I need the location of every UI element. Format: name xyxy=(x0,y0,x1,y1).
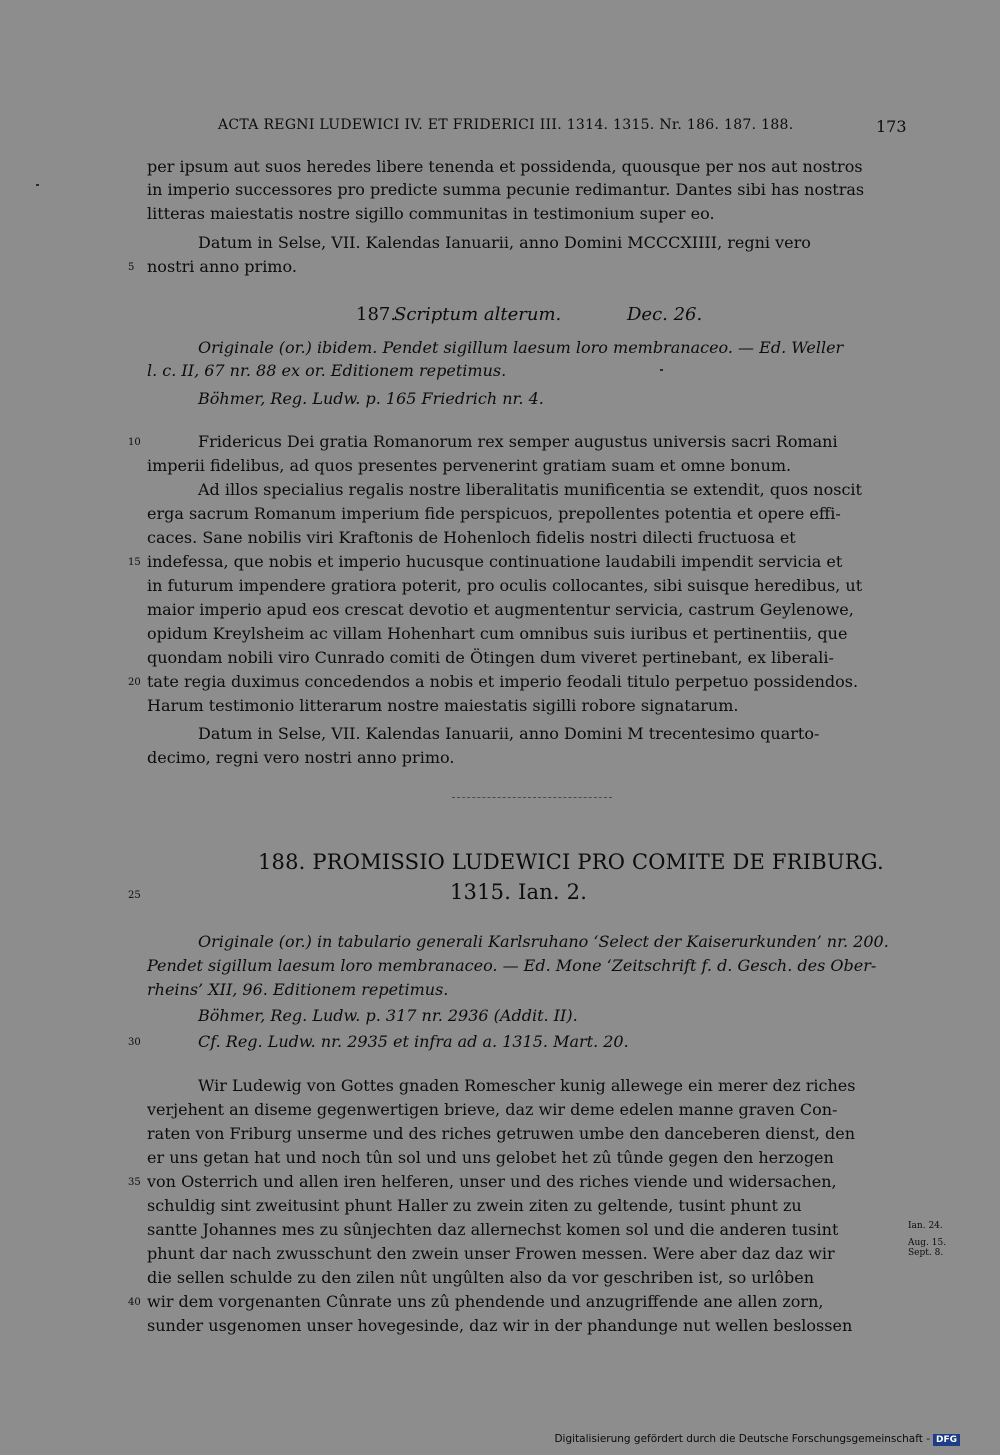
text-line: per ipsum aut suos heredes libere tenenda et possidenda, quousque per nos aut nostros xyxy=(147,157,863,176)
line-number: 35 xyxy=(128,1177,141,1188)
doc188-title: 188. PROMISSIO LUDEWICI PRO COMITE DE FRIBURG. xyxy=(258,850,884,874)
text-line: Datum in Selse, VII. Kalendas Ianuarii, anno Domini M trecentesimo quarto- xyxy=(198,724,820,743)
line-number: 40 xyxy=(128,1297,141,1308)
text-line: nostri anno primo. xyxy=(147,257,297,276)
text-line: Datum in Selse, VII. Kalendas Ianuarii, anno Domini MCCCXIIII, regni vero xyxy=(198,233,811,252)
scan-speck xyxy=(36,184,39,186)
text-line: litteras maiestatis nostre sigillo communitas in testimonium super eo. xyxy=(147,204,715,223)
text-line: santte Johannes mes zu sûnjechten daz allernechst komen sol und die anderen tusint xyxy=(147,1220,839,1239)
source-line: Böhmer, Reg. Ludw. p. 317 nr. 2936 (Addit. II). xyxy=(198,1006,578,1025)
text-line: maior imperio apud eos crescat devotio et augmententur servicia, castrum Geylenowe, xyxy=(147,600,854,619)
source-line: Originale (or.) in tabulario generali Karlsruhano ‘Select der Kaiserurkunden’ nr. 200. xyxy=(198,932,889,951)
digitization-footer xyxy=(554,1433,960,1446)
text-line: von Osterrich und allen iren helferen, unser und des riches viende und widersachen, xyxy=(147,1172,837,1191)
source-line: Originale (or.) ibidem. Pendet sigillum laesum loro membranaceo. — Ed. Weller xyxy=(198,338,844,357)
running-title: ACTA REGNI LUDEWICI IV. ET FRIDERICI III. 1314. 1315. Nr. 186. 187. 188. xyxy=(218,117,794,133)
dfg-logo: DFG xyxy=(933,1434,960,1446)
text-line: erga sacrum Romanum imperium fide perspicuos, prepollentes potentia et opere effi- xyxy=(147,504,841,523)
margin-note-date: Aug. 15. xyxy=(908,1238,947,1248)
text-line: wir dem vorgenanten Cûnrate uns zû phendende und anzugriffende ane allen zorn, xyxy=(147,1292,824,1311)
text-line: indefessa, que nobis et imperio hucusque continuatione laudabili impendit servicia et xyxy=(147,552,843,571)
source-line: Böhmer, Reg. Ludw. p. 165 Friedrich nr. 4. xyxy=(198,389,544,408)
footer-text: Digitalisierung gefördert durch die Deutsche Forschungsgemeinschaft - xyxy=(554,1433,930,1445)
line-number: 10 xyxy=(128,437,141,448)
line-number: 20 xyxy=(128,677,141,688)
text-line: raten von Friburg unserme und des riches getruwen umbe den danceberen dienst, den xyxy=(147,1124,856,1143)
text-line: in futurum impendere gratiora poterit, pro oculis collocantes, sibi suisque heredibus, ut xyxy=(147,576,863,595)
text-line: verjehent an diseme gegenwertigen brieve, daz wir deme edelen manne graven Con- xyxy=(147,1100,838,1119)
text-line: opidum Kreylsheim ac villam Hohenhart cum omnibus suis iuribus et pertinentiis, que xyxy=(147,624,848,643)
margin-note-date: Sept. 8. xyxy=(908,1248,944,1258)
doc188-date: 1315. Ian. 2. xyxy=(450,880,588,904)
text-line: imperii fidelibus, ad quos presentes pervenerint gratiam suam et omne bonum. xyxy=(147,456,792,475)
page-number: 173 xyxy=(876,117,907,136)
source-line: rheins’ XII, 96. Editionem repetimus. xyxy=(147,980,449,999)
margin-note-date: Ian. 24. xyxy=(908,1221,943,1231)
line-number: 5 xyxy=(128,262,135,273)
text-line: er uns getan hat und noch tûn sol und uns gelobet het zû tûnde gegen den herzogen xyxy=(147,1148,834,1167)
doc187-date: Dec. 26. xyxy=(627,304,703,325)
text-line: quondam nobili viro Cunrado comiti de Ötingen dum viveret pertinebant, ex liberali- xyxy=(147,648,834,667)
line-number: 25 xyxy=(128,890,141,901)
text-line: in imperio successores pro predicte summa pecunie redimantur. Dantes sibi has nostras xyxy=(147,180,865,199)
doc187-number: 187. xyxy=(356,304,397,325)
section-separator xyxy=(452,797,612,799)
text-line: sunder usgenomen unser hovegesinde, daz wir in der phandunge nut wellen beslossen xyxy=(147,1316,853,1335)
source-line: Pendet sigillum laesum loro membranaceo. — Ed. Mone ‘Zeitschrift f. d. Gesch. des Ober- xyxy=(147,956,877,975)
text-line: tate regia duximus concedendos a nobis et imperio feodali titulo perpetuo possidendos. xyxy=(147,672,859,691)
source-line: Cf. Reg. Ludw. nr. 2935 et infra ad a. 1315. Mart. 20. xyxy=(198,1032,629,1051)
text-line: caces. Sane nobilis viri Kraftonis de Hohenloch fidelis nostri dilecti fructuosa et xyxy=(147,528,796,547)
text-line: Harum testimonio litterarum nostre maiestatis sigilli robore signatarum. xyxy=(147,696,739,715)
text-line: Ad illos specialius regalis nostre liberalitatis munificentia se extendit, quos noscit xyxy=(198,480,862,499)
text-line: die sellen schulde zu den zilen nût ungûlten also da vor geschriben ist, so urlôben xyxy=(147,1268,815,1287)
source-line: l. c. II, 67 nr. 88 ex or. Editionem repetimus. xyxy=(147,361,507,380)
text-line: Fridericus Dei gratia Romanorum rex semper augustus universis sacri Romani xyxy=(198,432,838,451)
line-number: 15 xyxy=(128,557,141,568)
doc187-title: Scriptum alterum. xyxy=(394,304,562,325)
line-number: 30 xyxy=(128,1037,141,1048)
text-line: Wir Ludewig von Gottes gnaden Romescher kunig allewege ein merer dez riches xyxy=(198,1076,856,1095)
text-line: decimo, regni vero nostri anno primo. xyxy=(147,748,455,767)
scan-speck xyxy=(660,369,663,371)
text-line: phunt dar nach zwusschunt den zwein unser Frowen messen. Were aber daz daz wir xyxy=(147,1244,835,1263)
text-line: schuldig sint zweitusint phunt Haller zu zwein ziten zu geltende, tusint phunt zu xyxy=(147,1196,802,1215)
